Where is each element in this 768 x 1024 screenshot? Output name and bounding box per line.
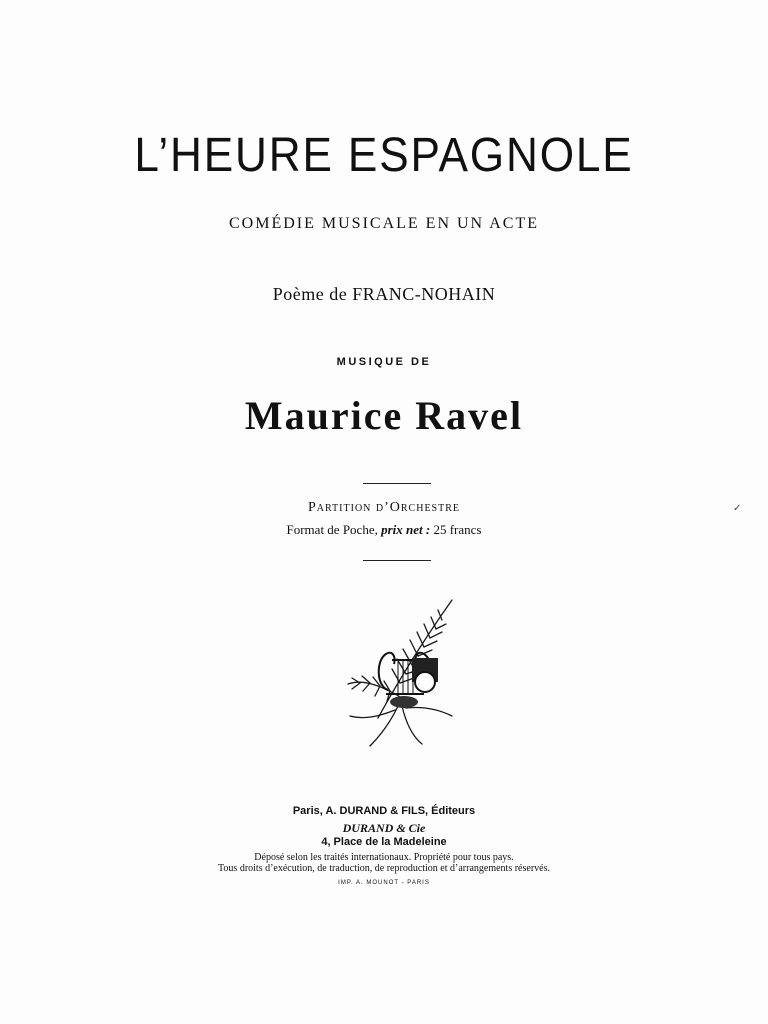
composer-name: Maurice Ravel xyxy=(244,393,524,438)
publisher-address: 4, Place de la Madeleine xyxy=(321,836,447,848)
opera-subtitle: COMÉDIE MUSICALE EN UN ACTE xyxy=(229,215,539,232)
music-by-label: MUSIQUE DE xyxy=(336,356,432,368)
divider-top xyxy=(363,483,431,484)
price-label: prix net : xyxy=(381,522,431,537)
price-value: 25 francs xyxy=(430,522,482,537)
printer-credit: IMP. A. MOUNOT - PARIS xyxy=(338,880,430,886)
publisher-name: Paris, A. DURAND & FILS, Éditeurs xyxy=(292,805,476,817)
opera-title: L’HEURE ESPAGNOLE xyxy=(134,129,634,182)
margin-mark: ✓ xyxy=(733,503,742,514)
lyre-with-palm-fronds-icon xyxy=(340,598,460,748)
librettist-credit: Poème de FRANC-NOHAIN xyxy=(272,284,496,304)
legal-rights: Tous droits d’exécution, de traduction, de reproduction et d’arrangements réservés. xyxy=(218,863,550,874)
score-type: Partition d’Orchestre xyxy=(307,500,460,515)
legal-deposit: Déposé selon les traités internationaux. Propriété pour tous pays. xyxy=(254,852,514,863)
divider-bottom xyxy=(363,560,431,561)
publisher-company: DURAND & Cie xyxy=(342,821,426,835)
format-text: Format de Poche, xyxy=(286,522,382,537)
score-format-price xyxy=(0,522,768,538)
